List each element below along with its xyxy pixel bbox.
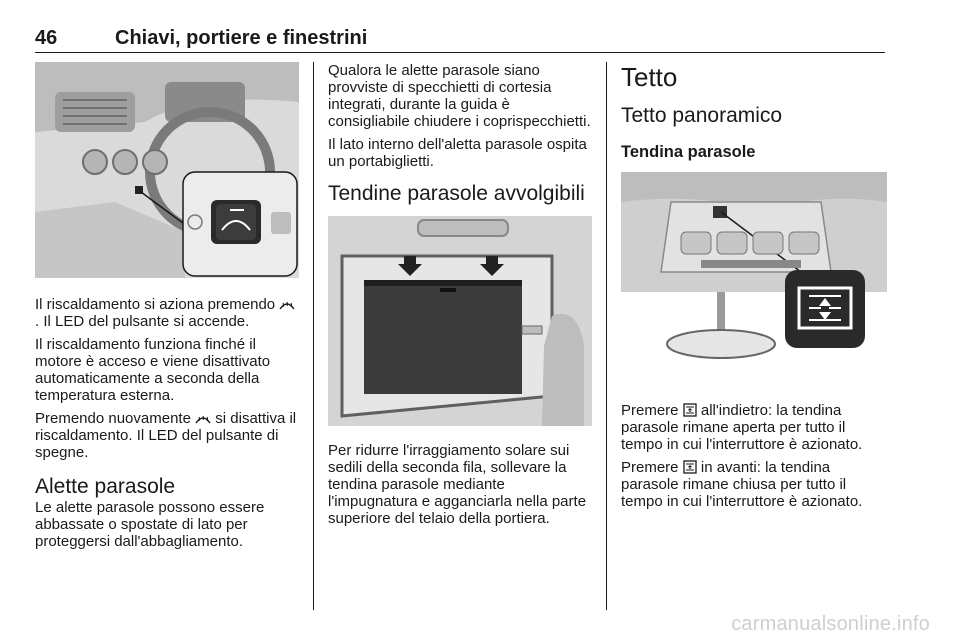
column-1 bbox=[35, 62, 299, 556]
paragraph: Il riscaldamento funziona finché il motore è acceso e viene disattivato automaticamente a seconda della temperatura esterna. bbox=[35, 336, 271, 404]
paragraph: Il riscaldamento si aziona premendo . Il LED del pulsante si accende. bbox=[35, 296, 299, 330]
dashboard-heater-button-image bbox=[35, 62, 299, 278]
column-2 bbox=[328, 62, 592, 533]
section-heading: Tetto panoramico bbox=[621, 104, 783, 127]
panoramic-roof-switch-image bbox=[621, 172, 887, 382]
page-title: Chiavi, portiere e finestrini bbox=[115, 27, 368, 49]
page-header bbox=[35, 27, 885, 53]
section-heading: Alette parasole bbox=[35, 475, 176, 498]
paragraph: Per ridurre l'irraggiamento solare sui sedili della seconda fila, sollevare la tendina parasole mediante l'impugnatura e agganciarla nella parte superiore del telaio della portiera. bbox=[328, 442, 587, 527]
paragraph: Premere all'indietro: la tendina parasole rimane aperta per tutto il tempo in cui l'interruttore è azionato. bbox=[621, 402, 863, 453]
watermark: carmanualsonline.info bbox=[731, 613, 930, 635]
column-divider bbox=[606, 62, 607, 610]
paragraph: Il lato interno dell'aletta parasole ospita un portabiglietti. bbox=[328, 136, 587, 170]
section-heading: Tendine parasole avvolgibili bbox=[328, 182, 585, 205]
chapter-heading: Tetto bbox=[621, 62, 678, 92]
sunshade-roller-image bbox=[328, 216, 592, 426]
dashboard-illustration bbox=[35, 62, 299, 278]
sunshade-switch-icon bbox=[683, 460, 697, 474]
windscreen-heat-icon bbox=[279, 299, 295, 311]
column-3 bbox=[621, 62, 887, 516]
subsection-heading: Tendina parasole bbox=[621, 143, 756, 161]
windscreen-heat-icon bbox=[195, 413, 211, 425]
roof-console-illustration bbox=[621, 172, 887, 382]
paragraph: Premere in avanti: la tendina parasole rimane chiusa per tutto il tempo in cui l'interruttore è azionato. bbox=[621, 459, 863, 510]
sunshade-switch-icon bbox=[683, 403, 697, 417]
page-number: 46 bbox=[35, 27, 58, 49]
paragraph: Le alette parasole possono essere abbassate o spostate di lato per proteggersi dall'abbagliamento. bbox=[35, 499, 265, 550]
paragraph: Qualora le alette parasole siano provviste di specchietti di cortesia integrati, durante la guida è consigliabile chiudere i coprispecchietti. bbox=[328, 62, 591, 130]
sunshade-roller-illustration bbox=[328, 216, 592, 426]
paragraph: Premendo nuovamente si disattiva il riscaldamento. Il LED del pulsante di spegne. bbox=[35, 410, 297, 461]
column-divider bbox=[313, 62, 314, 610]
